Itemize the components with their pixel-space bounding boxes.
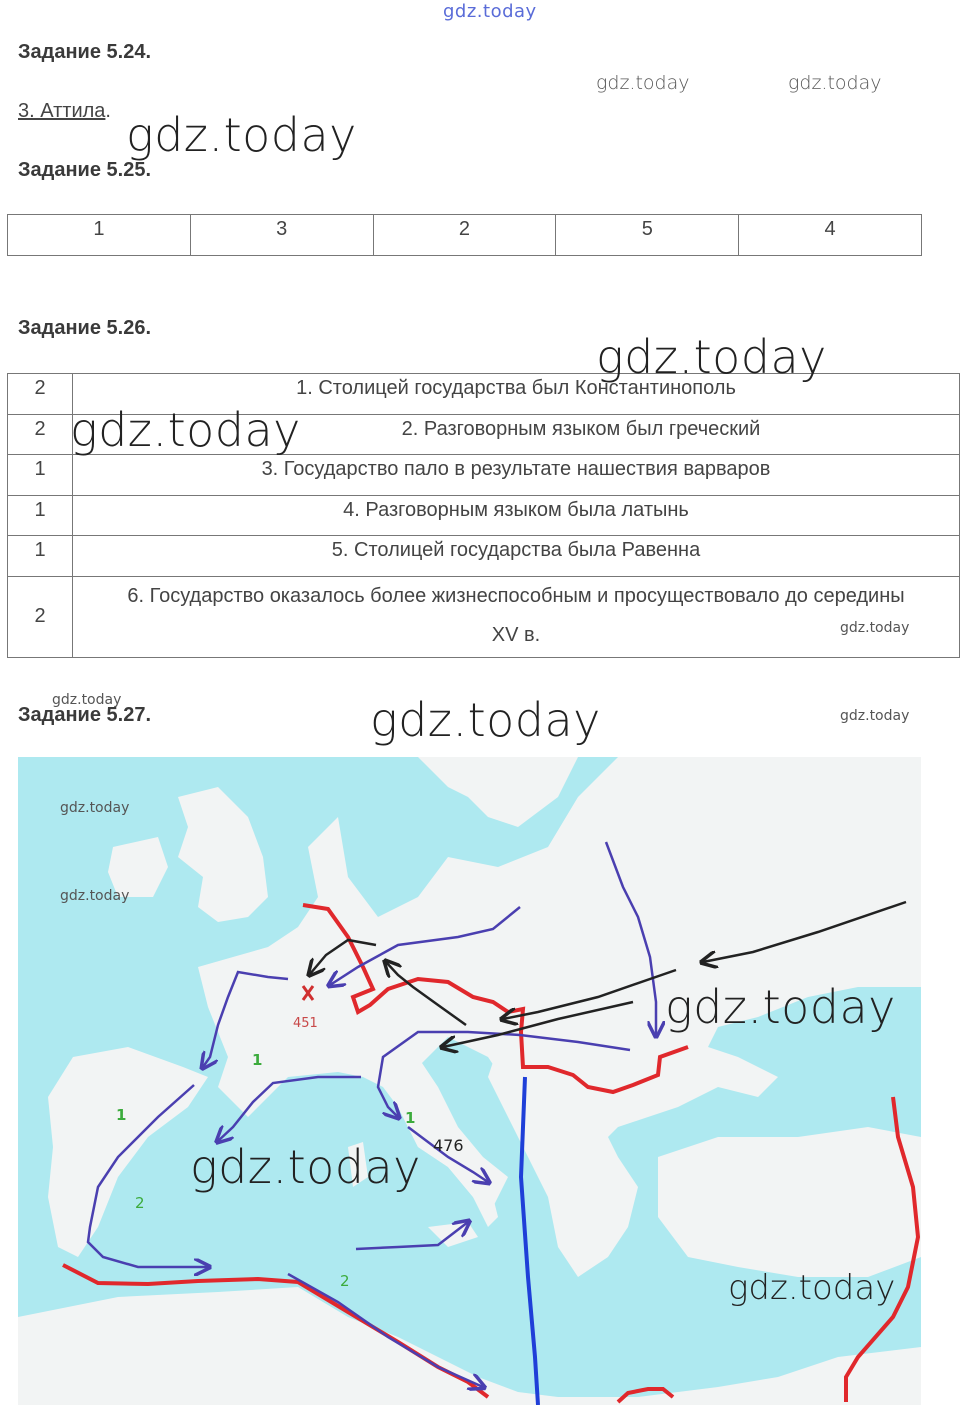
watermark: gdz.today (788, 72, 882, 94)
route-label: 1 (116, 1106, 127, 1124)
route-label: 1 (252, 1051, 263, 1069)
watermark-medium: gdz.today (728, 1268, 896, 1308)
order-cell: 1 (8, 215, 191, 256)
route-label: 2 (135, 1194, 145, 1212)
row-number: 2 (8, 374, 73, 415)
watermark: gdz.today (60, 800, 130, 816)
year-label-476: 476 (433, 1136, 464, 1155)
task-524-heading: Задание 5.24. (18, 41, 152, 63)
order-cell: 5 (556, 215, 739, 256)
row-number: 2 (8, 576, 73, 657)
task-525-table (7, 214, 922, 256)
task-527-heading: Задание 5.27. (18, 704, 152, 726)
watermark-large: gdz.today (70, 403, 301, 457)
route-label: 2 (340, 1272, 350, 1290)
watermark: gdz.today (60, 888, 130, 904)
watermark-large: gdz.today (190, 1140, 421, 1194)
row-text: 3. Государство пало в результате нашествия варваров (73, 455, 960, 496)
row-number: 1 (8, 495, 73, 536)
order-cell: 2 (373, 215, 556, 256)
table-row (8, 576, 960, 657)
route-label: 1 (405, 1109, 416, 1127)
task-524-answer (18, 100, 111, 123)
answer-suffix: . (105, 100, 111, 122)
order-cell: 3 (190, 215, 373, 256)
row-text: 2. Разговорным языком был греческий (73, 414, 960, 455)
watermark-large: gdz.today (665, 980, 896, 1034)
row-text: 5. Столицей государства была Равенна (73, 536, 960, 577)
year-label-451: 451 (293, 1016, 318, 1031)
watermark: gdz.today (840, 708, 910, 724)
land-anatolia (658, 1127, 921, 1277)
task-526-heading: Задание 5.26. (18, 317, 152, 339)
watermark-large: gdz.today (370, 693, 601, 747)
watermark: gdz.today (52, 692, 122, 708)
row-text: 4. Разговорным языком была латынь (73, 495, 960, 536)
row-text: 6. Государство оказалось более жизнеспособным и просуществовало до середины XV в. (73, 576, 960, 657)
row-text: 1. Столицей государства был Константинополь (73, 374, 960, 415)
watermark-top: gdz.today (443, 1, 537, 22)
order-cell: 4 (739, 215, 922, 256)
answer-link[interactable]: 3. Аттила (18, 100, 106, 122)
table-row (8, 455, 960, 496)
row-number: 1 (8, 536, 73, 577)
watermark-large: gdz.today (126, 108, 357, 162)
table-row (8, 536, 960, 577)
row-number: 1 (8, 455, 73, 496)
watermark-large: gdz.today (596, 330, 827, 384)
watermark: gdz.today (840, 620, 910, 636)
task-525-heading: Задание 5.25. (18, 159, 152, 181)
watermark: gdz.today (596, 72, 690, 94)
row-number: 2 (8, 414, 73, 455)
table-row (8, 495, 960, 536)
